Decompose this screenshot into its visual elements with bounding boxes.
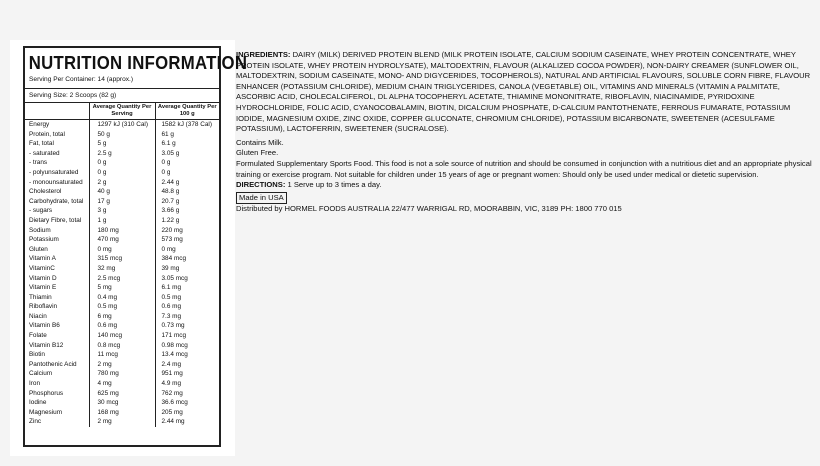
per-serving-value: 0.4 mg (89, 293, 155, 303)
header-nutrient (25, 103, 89, 120)
per-serving-value: 2.5 g (89, 149, 155, 159)
per-serving-value: 470 mg (89, 235, 155, 245)
made-in-badge: Made in USA (236, 192, 287, 204)
nutrient-name: Vitamin B6 (29, 322, 60, 330)
nutrition-row (25, 369, 219, 379)
nutrition-row (25, 264, 219, 274)
nutrient-name: Vitamin B12 (29, 341, 64, 349)
per-100g-value: 48.8 g (155, 187, 219, 197)
nutrition-title: NUTRITION INFORMATION (28, 53, 248, 73)
nutrition-row (25, 331, 219, 341)
nutrition-row (25, 312, 219, 322)
nutrient-name: - sugars (29, 207, 53, 215)
per-serving-value: 11 mcg (89, 350, 155, 360)
nutrition-row (25, 226, 219, 236)
nutrient-name: Pantothenic Acid (29, 360, 77, 368)
nutrient-name: Iodine (29, 399, 47, 407)
per-serving-value: 2 mg (89, 417, 155, 427)
nutrient-name: Protein, total (29, 130, 65, 138)
per-100g-value: 3.66 g (155, 206, 219, 216)
per-serving-value: 1297 kJ (310 Cal) (89, 120, 155, 130)
nutrition-row (25, 158, 219, 168)
nutrition-row (25, 197, 219, 207)
nutrient-name: - monounsaturated (29, 178, 83, 186)
per-serving-value: 140 mcg (89, 331, 155, 341)
per-100g-value: 0 g (155, 168, 219, 178)
nutrition-row (25, 408, 219, 418)
nutrition-row (25, 235, 219, 245)
nutrient-name: Sodium (29, 226, 51, 234)
nutrient-name: Folate (29, 332, 47, 340)
per-100g-value: 2.44 g (155, 178, 219, 188)
nutrition-row (25, 274, 219, 284)
per-100g-value: 205 mg (155, 408, 219, 418)
per-100g-value: 0.73 mg (155, 321, 219, 331)
per-serving-value: 0 g (89, 168, 155, 178)
nutrition-row (25, 139, 219, 149)
per-serving-value: 1 g (89, 216, 155, 226)
per-serving-value: 0.5 mg (89, 302, 155, 312)
nutrient-name: Biotin (29, 351, 45, 359)
nutrient-name: Calcium (29, 370, 53, 378)
per-100g-value: 13.4 mcg (155, 350, 219, 360)
per-100g-value: 1582 kJ (378 Cal) (155, 120, 219, 130)
nutrient-name: Potassium (29, 236, 59, 244)
nutrition-row (25, 283, 219, 293)
nutrient-name: Zinc (29, 418, 42, 426)
nutrient-name: Thiamin (29, 293, 52, 301)
nutrition-row (25, 206, 219, 216)
per-100g-value: 0 mg (155, 245, 219, 255)
nutrition-row (25, 245, 219, 255)
per-100g-value: 2.4 mg (155, 360, 219, 370)
nutrient-name: Energy (29, 121, 50, 128)
per-serving-value: 2 g (89, 178, 155, 188)
per-serving-value: 5 mg (89, 283, 155, 293)
per-serving-value: 625 mg (89, 389, 155, 399)
distributor-line: Distributed by HORMEL FOODS AUSTRALIA 22/477 WARRIGAL RD, MOORABBIN, VIC, 3189 PH: 1800 770 015 (236, 203, 622, 213)
nutrition-row (25, 168, 219, 178)
per-100g-value: 0.5 mg (155, 293, 219, 303)
nutrient-name: - saturated (29, 149, 60, 157)
per-serving-value: 4 mg (89, 379, 155, 389)
per-serving-value: 168 mg (89, 408, 155, 418)
nutrient-name: - polyunsaturated (29, 168, 79, 176)
per-serving-value: 2.5 mcg (89, 274, 155, 284)
directions-text: 1 Serve up to 3 times a day. (287, 180, 382, 190)
nutrition-table (25, 102, 219, 427)
nutrient-name: VitaminC (29, 264, 55, 272)
nutrient-name: Vitamin A (29, 255, 56, 263)
nutrition-row (25, 398, 219, 408)
nutrient-name: Dietary Fibre, total (29, 216, 82, 224)
per-serving-value: 780 mg (89, 369, 155, 379)
per-100g-value: 39 mg (155, 264, 219, 274)
ingredients-heading: INGREDIENTS: (236, 50, 291, 59)
per-serving-value: 0.8 mcg (89, 341, 155, 351)
per-100g-value: 61 g (155, 130, 219, 140)
label-text (236, 50, 816, 214)
per-100g-value: 3.05 mcg (155, 274, 219, 284)
ingredients-paragraph (236, 50, 816, 135)
nutrient-name: - trans (29, 159, 48, 167)
per-100g-value: 20.7 g (155, 197, 219, 207)
gluten-free-statement: Gluten Free. (236, 148, 279, 158)
per-100g-value: 0.98 mcg (155, 341, 219, 351)
per-100g-value: 0.6 mg (155, 302, 219, 312)
per-serving-value: 180 mg (89, 226, 155, 236)
nutrient-name: Gluten (29, 245, 48, 253)
nutrient-name: Phosphorus (29, 389, 64, 397)
nutrient-name: Riboflavin (29, 303, 58, 311)
nutrition-table-body (25, 120, 219, 428)
nutrient-name: Fat, total (29, 140, 54, 148)
contains-statement: Contains Milk. (236, 137, 284, 147)
nutrition-row (25, 254, 219, 264)
nutrient-name: Magnesium (29, 408, 63, 416)
servings-per-container: Serving Per Container: 14 (approx.) (29, 76, 134, 83)
header-per-serving: Average Quantity Per Serving (89, 103, 155, 120)
per-serving-value: 30 mcg (89, 398, 155, 408)
per-serving-value: 32 mg (89, 264, 155, 274)
per-serving-value: 2 mg (89, 360, 155, 370)
per-100g-value: 384 mcg (155, 254, 219, 264)
header-per-100g: Average Quantity Per 100 g (155, 103, 219, 120)
nutrient-name: Niacin (29, 312, 47, 320)
per-100g-value: 3.05 g (155, 149, 219, 159)
nutrition-row (25, 302, 219, 312)
per-100g-value: 762 mg (155, 389, 219, 399)
per-100g-value: 36.6 mcg (155, 398, 219, 408)
nutrition-row (25, 360, 219, 370)
nutrition-row (25, 130, 219, 140)
per-serving-value: 0 mg (89, 245, 155, 255)
nutrition-row (25, 216, 219, 226)
per-100g-value: 951 mg (155, 369, 219, 379)
nutrition-row (25, 293, 219, 303)
nutrient-name: Carbohydrate, total (29, 197, 84, 205)
per-100g-value: 6.1 g (155, 139, 219, 149)
per-100g-value: 220 mg (155, 226, 219, 236)
per-serving-value: 6 mg (89, 312, 155, 322)
per-serving-value: 0.6 mg (89, 321, 155, 331)
nutrition-row (25, 417, 219, 427)
per-serving-value: 3 g (89, 206, 155, 216)
nutrient-name: Vitamin D (29, 274, 57, 282)
nutrition-row (25, 187, 219, 197)
nutrient-name: Iron (29, 380, 41, 388)
nutrition-row (25, 341, 219, 351)
per-100g-value: 573 mg (155, 235, 219, 245)
nutrition-row (25, 350, 219, 360)
per-100g-value: 1.22 g (155, 216, 219, 226)
nutrition-row (25, 120, 219, 130)
nutrition-row (25, 389, 219, 399)
formulation-statement: Formulated Supplementary Sports Food. This food is not a sole source of nutrition and should be consumed in conjunction with a nutritious diet and an appropriate physical training or exercise program. Not suitable for children under 15 years of age or pregnant women: Should only be used under medical or dietetic supervision. (236, 158, 812, 179)
per-100g-value: 4.9 mg (155, 379, 219, 389)
per-100g-value: 2.44 mg (155, 417, 219, 427)
per-serving-value: 40 g (89, 187, 155, 197)
nutrition-row (25, 321, 219, 331)
nutrition-row (25, 379, 219, 389)
nutrition-row (25, 178, 219, 188)
per-100g-value: 6.1 mg (155, 283, 219, 293)
per-100g-value: 171 mcg (155, 331, 219, 341)
per-100g-value: 0 g (155, 158, 219, 168)
serving-size: Serving Size: 2 Scoops (82 g) (29, 92, 117, 99)
per-serving-value: 0 g (89, 158, 155, 168)
nutrient-name: Vitamin E (29, 284, 57, 292)
per-serving-value: 17 g (89, 197, 155, 207)
directions-paragraph (236, 180, 816, 191)
directions-heading: DIRECTIONS: (236, 180, 286, 190)
per-serving-value: 50 g (89, 130, 155, 140)
nutrient-name: Cholesterol (29, 188, 62, 196)
nutrition-information-panel (23, 46, 248, 447)
ingredients-text: DAIRY (MILK) DERIVED PROTEIN BLEND (MILK PROTEIN ISOLATE, CALCIUM SODIUM CASEINATE, WHEY PROTEIN CONCENTRATE, WHEY PROTEIN ISOLATE, WHEY PROTEIN HYDROLYSATE), MALTODEXTRIN, FLAVOUR (ALKALIZED COCOA POWDER), NON-DAIRY CREAMER (SUNFLOWER OIL, MALTODEXTRIN, SODIUM CASEINATE, MONO- AND DIGYCERIDES, TOCOPHEROLS), NATURAL AND ARTIFICIAL FLAVOURS, SOLUBLE CORN FIBRE, FLAVOUR ENHANCER (POTASSIUM CHLORIDE), MEDIUM CHAIN TRIGLYCERIDES, CANOLA (VEGETABLE) OIL, VITAMINS AND MINERALS (VITAMIN A PALMITATE, ASCORBIC ACID, CHOLECALCIFEROL, DL ALPHA TOCOPHERYL ACETATE, THIAMINE MONONITRATE, RIBOFLAVIN, NIACINAMIDE, PYRIDOXINE HYDROCHLORIDE, FOLIC ACID, CYANOCOBALAMIN, BIOTIN, DICALCIUM PHOSPHATE, D-CALCIUM PANTOTHENATE, FERROUS FUMARATE, POTASSIUM IODIDE, MAGNESIUM OXIDE, ZINC OXIDE, COPPER GLUCONATE, CHROMIUM CHLORIDE), POTASSIUM BICARBONATE, SWEETENER (ACESULFAME POTASSIUM), LACTOFERRIN, SWEETENER (SUCRALOSE). (236, 50, 811, 134)
per-serving-value: 5 g (89, 139, 155, 149)
nutrition-row (25, 149, 219, 159)
per-100g-value: 7.3 mg (155, 312, 219, 322)
per-serving-value: 315 mcg (89, 254, 155, 264)
